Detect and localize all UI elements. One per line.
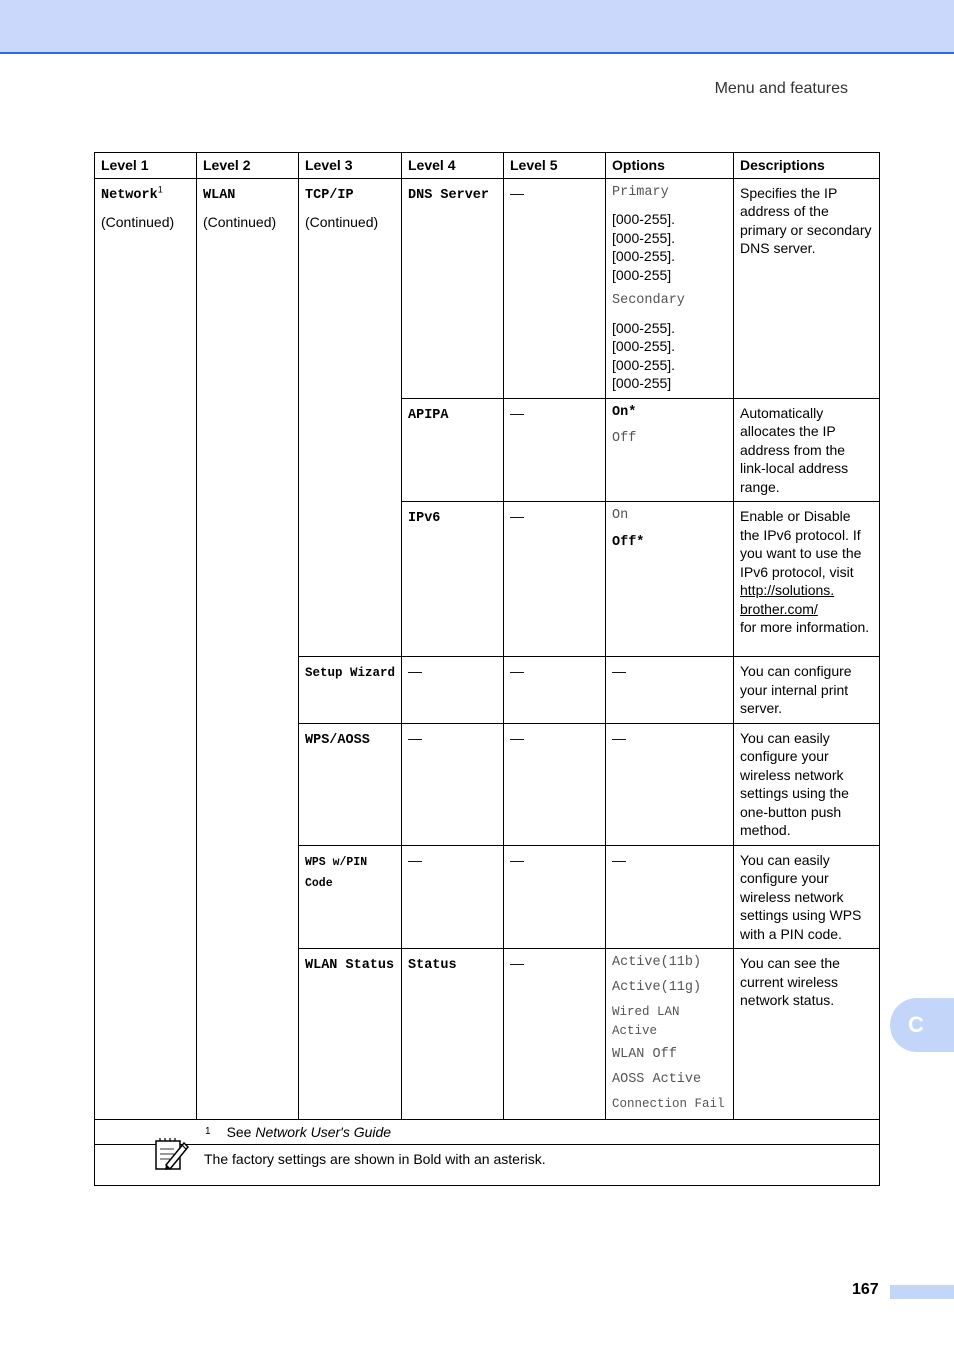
desc-status: You can see the current wireless network status. xyxy=(734,949,880,1120)
option-secondary: Secondary xyxy=(612,293,685,308)
header-descriptions: Descriptions xyxy=(734,153,880,179)
dash: — xyxy=(612,851,626,868)
level3-status xyxy=(299,949,402,1120)
options-wps xyxy=(606,723,734,845)
level4-wps xyxy=(402,723,504,845)
secondary-ip-2: [000-255]. xyxy=(612,338,676,354)
wps-pin-label: WPS w/PIN Code xyxy=(305,855,368,890)
level1-continued: (Continued) xyxy=(101,214,175,230)
note-cell xyxy=(95,1145,880,1186)
options-setup xyxy=(606,657,734,724)
setup-wizard-label: Setup Wizard xyxy=(305,666,396,680)
dash: — xyxy=(510,508,524,524)
wps-aoss-label: WPS/AOSS xyxy=(305,732,370,748)
ipv6-desc-text: Enable or Disable the IPv6 protocol. If you want to use the IPv6 protocol, visit xyxy=(740,508,862,580)
level2-cell xyxy=(197,178,299,1119)
primary-ip-4: [000-255] xyxy=(612,266,672,283)
level3-setup xyxy=(299,657,402,724)
header-level5: Level 5 xyxy=(504,153,606,179)
level4-dns xyxy=(402,178,504,398)
level5-apipa xyxy=(504,398,606,502)
level5-wps xyxy=(504,723,606,845)
dash: — xyxy=(408,729,422,746)
level2-wlan: WLAN xyxy=(203,187,236,203)
page-number-bar xyxy=(890,1285,954,1299)
apipa-label: APIPA xyxy=(408,407,449,423)
header-level1: Level 1 xyxy=(95,153,197,179)
options-dns xyxy=(606,178,734,398)
desc-wpspin: You can easily configure your wireless network settings using WPS with a PIN code. xyxy=(734,845,880,949)
level3-tcpip-cell xyxy=(299,178,402,657)
header-level2: Level 2 xyxy=(197,153,299,179)
level5-status xyxy=(504,949,606,1120)
level4-wpspin xyxy=(402,845,504,949)
level4-apipa xyxy=(402,398,504,502)
desc-wps: You can easily configure your wireless network settings using the one-button push method. xyxy=(734,723,880,845)
option-primary: Primary xyxy=(612,184,669,200)
secondary-ip-3: [000-255]. xyxy=(612,356,676,373)
level5-ipv6 xyxy=(504,502,606,657)
ipv6-label: IPv6 xyxy=(408,511,441,526)
desc-dns: Specifies the IP address of the primary or secondary DNS server. xyxy=(734,178,880,398)
chapter-tab: C xyxy=(890,998,954,1052)
options-wpspin xyxy=(606,845,734,949)
dash: — xyxy=(510,851,524,868)
dash: — xyxy=(510,955,524,971)
option-off: Off xyxy=(612,431,637,446)
note-row xyxy=(95,1145,880,1186)
footnote-text: See xyxy=(226,1123,256,1140)
ipv6-desc-more: for more information. xyxy=(740,619,870,635)
primary-ip-3: [000-255]. xyxy=(612,248,676,264)
status-label: Status xyxy=(408,958,457,973)
option-active-11b: Active(11b) xyxy=(612,955,702,970)
option-wlan-off: WLAN Off xyxy=(612,1047,677,1062)
dash: — xyxy=(612,729,626,746)
level4-ipv6 xyxy=(402,502,504,657)
option-aoss-active: AOSS Active xyxy=(612,1071,702,1087)
option-active-11g: Active(11g) xyxy=(612,979,702,995)
option-wired-lan-active: Wired LAN Active xyxy=(612,1005,680,1038)
primary-ip-1: [000-255]. xyxy=(612,211,676,227)
dash: — xyxy=(408,663,422,679)
note-text: The factory settings are shown in Bold with an asterisk. xyxy=(204,1151,546,1167)
page-number: 167 xyxy=(852,1281,879,1298)
desc-setup: You can configure your internal print server. xyxy=(734,657,880,724)
option-connection-fail: Connection Fail xyxy=(612,1097,725,1111)
level3-tcpip: TCP/IP xyxy=(305,187,354,203)
dash: — xyxy=(612,663,626,679)
desc-ipv6 xyxy=(734,502,880,657)
level5-dns xyxy=(504,178,606,398)
options-apipa xyxy=(606,398,734,502)
secondary-ip-4: [000-255] xyxy=(612,375,672,391)
solutions-link-part1[interactable]: http://solutions. xyxy=(740,582,835,598)
dash: — xyxy=(510,404,524,421)
menu-table xyxy=(94,152,880,1186)
level3-wps xyxy=(299,723,402,845)
level5-setup xyxy=(504,657,606,724)
solutions-link-part2[interactable]: brother.com/ xyxy=(740,600,818,617)
header-options: Options xyxy=(606,153,734,179)
level4-setup xyxy=(402,657,504,724)
top-banner xyxy=(0,0,954,54)
desc-apipa: Automatically allocates the IP address from the link-local address range. xyxy=(734,398,880,502)
level3-wpspin xyxy=(299,845,402,949)
level5-wpspin xyxy=(504,845,606,949)
level1-network: Network xyxy=(101,187,158,203)
footnote-row xyxy=(95,1119,880,1145)
options-status xyxy=(606,949,734,1120)
options-ipv6 xyxy=(606,502,734,657)
footnote-ref: 1 xyxy=(157,183,163,194)
wlan-status-label: WLAN Status xyxy=(305,958,395,973)
footnote-guide-title: Network User's Guide xyxy=(255,1123,392,1140)
note-pencil-icon xyxy=(154,1135,190,1171)
dash: — xyxy=(510,184,524,201)
level2-continued: (Continued) xyxy=(203,214,277,230)
footnote-mark: 1 xyxy=(205,1125,211,1137)
footnote-cell xyxy=(95,1119,880,1145)
table-row xyxy=(95,178,880,398)
option-on: On xyxy=(612,508,629,523)
level3-continued: (Continued) xyxy=(305,214,379,230)
secondary-ip-1: [000-255]. xyxy=(612,319,676,336)
dash: — xyxy=(510,663,524,679)
header-level3: Level 3 xyxy=(299,153,402,179)
table-header-row xyxy=(95,153,880,179)
dash: — xyxy=(408,851,422,868)
level4-status xyxy=(402,949,504,1120)
header-title: Menu and features xyxy=(714,80,848,97)
level1-cell xyxy=(95,178,197,1119)
dns-server-label: DNS Server xyxy=(408,187,490,203)
option-off-default: Off* xyxy=(612,534,645,550)
option-on-default: On* xyxy=(612,404,637,420)
header-level4: Level 4 xyxy=(402,153,504,179)
primary-ip-2: [000-255]. xyxy=(612,229,676,246)
dash: — xyxy=(510,729,524,746)
